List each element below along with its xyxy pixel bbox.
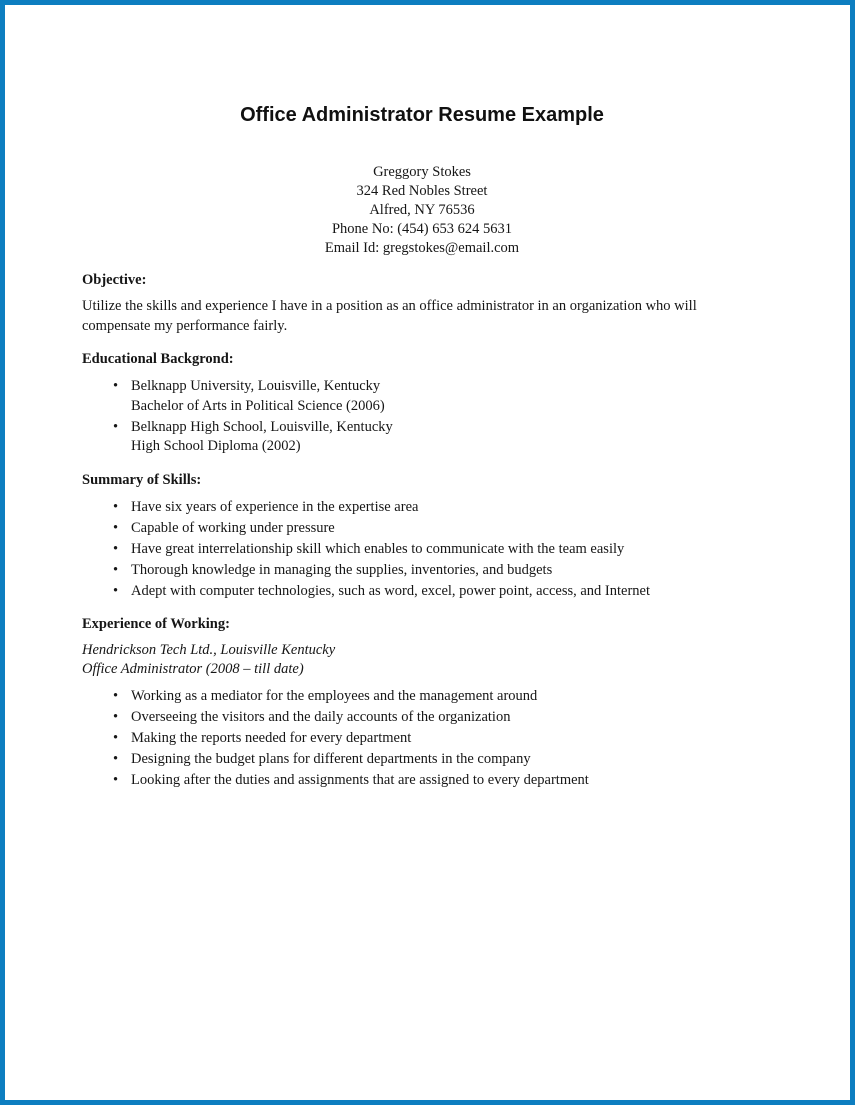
bullet-icon: •	[113, 540, 119, 557]
bullet-icon: •	[113, 709, 119, 725]
contact-name: Greggory Stokes	[373, 164, 471, 180]
list-item	[113, 687, 762, 707]
employer-name: Hendrickson Tech Ltd., Louisville Kentucky	[82, 642, 336, 658]
list-item	[113, 582, 762, 602]
bullet-icon: •	[113, 730, 119, 746]
list-item	[113, 750, 762, 770]
bullet-icon: •	[113, 688, 119, 704]
bullet-icon: •	[113, 418, 119, 435]
experience-duty: Designing the budget plans for different departments in the company	[131, 751, 531, 767]
bullet-icon: •	[113, 561, 119, 578]
list-item	[113, 377, 762, 416]
education-degree: High School Diploma (2002)	[131, 438, 301, 454]
experience-duty: Making the reports needed for every department	[131, 730, 412, 746]
experience-heading: Experience of Working:	[82, 616, 230, 632]
contact-email: Email Id: gregstokes@email.com	[324, 240, 520, 256]
education-heading: Educational Backgrond:	[82, 351, 234, 367]
skill-text: Have six years of experience in the expertise area	[131, 498, 419, 515]
bullet-icon: •	[113, 582, 119, 599]
education-list	[82, 377, 762, 457]
employer-block	[82, 641, 762, 679]
contact-block	[82, 163, 762, 258]
experience-list	[82, 687, 762, 791]
bullet-icon: •	[113, 772, 119, 788]
list-item	[113, 418, 762, 457]
experience-duty: Looking after the duties and assignments that are assigned to every department	[131, 772, 589, 788]
page-title: Office Administrator Resume Example	[240, 104, 604, 126]
skills-heading: Summary of Skills:	[82, 471, 202, 488]
skill-text: Capable of working under pressure	[131, 519, 335, 536]
skill-text: Have great interrelationship skill which enables to communicate with the team easily	[131, 540, 625, 557]
list-item	[113, 561, 762, 581]
contact-city: Alfred, NY 76536	[369, 202, 475, 218]
list-item	[113, 498, 762, 518]
list-item	[113, 519, 762, 539]
bullet-icon: •	[113, 498, 119, 515]
list-item	[113, 729, 762, 749]
education-school: Belknapp High School, Louisville, Kentucky	[131, 418, 393, 435]
objective-heading: Objective:	[82, 272, 147, 288]
skill-text: Adept with computer technologies, such as word, excel, power point, access, and Internet	[131, 582, 651, 599]
list-item	[113, 540, 762, 560]
experience-duty: Working as a mediator for the employees and the management around	[131, 688, 538, 704]
education-school: Belknapp University, Louisville, Kentucky	[131, 378, 381, 394]
skill-text: Thorough knowledge in managing the supplies, inventories, and budgets	[131, 561, 553, 578]
contact-phone: Phone No: (454) 653 624 5631	[331, 221, 513, 237]
contact-street: 324 Red Nobles Street	[356, 183, 488, 199]
bullet-icon: •	[113, 751, 119, 767]
list-item	[113, 771, 762, 791]
experience-duty: Overseeing the visitors and the daily accounts of the organization	[131, 709, 511, 725]
bullet-icon: •	[113, 519, 119, 536]
list-item	[113, 708, 762, 728]
bullet-icon: •	[113, 378, 119, 394]
employer-role: Office Administrator (2008 – till date)	[82, 661, 304, 677]
skills-list	[82, 498, 762, 602]
education-degree: Bachelor of Arts in Political Science (2006)	[131, 397, 385, 414]
objective-text: Utilize the skills and experience I have in a position as an office administrator in an organization who will compensate my performance fairly.	[82, 298, 697, 334]
